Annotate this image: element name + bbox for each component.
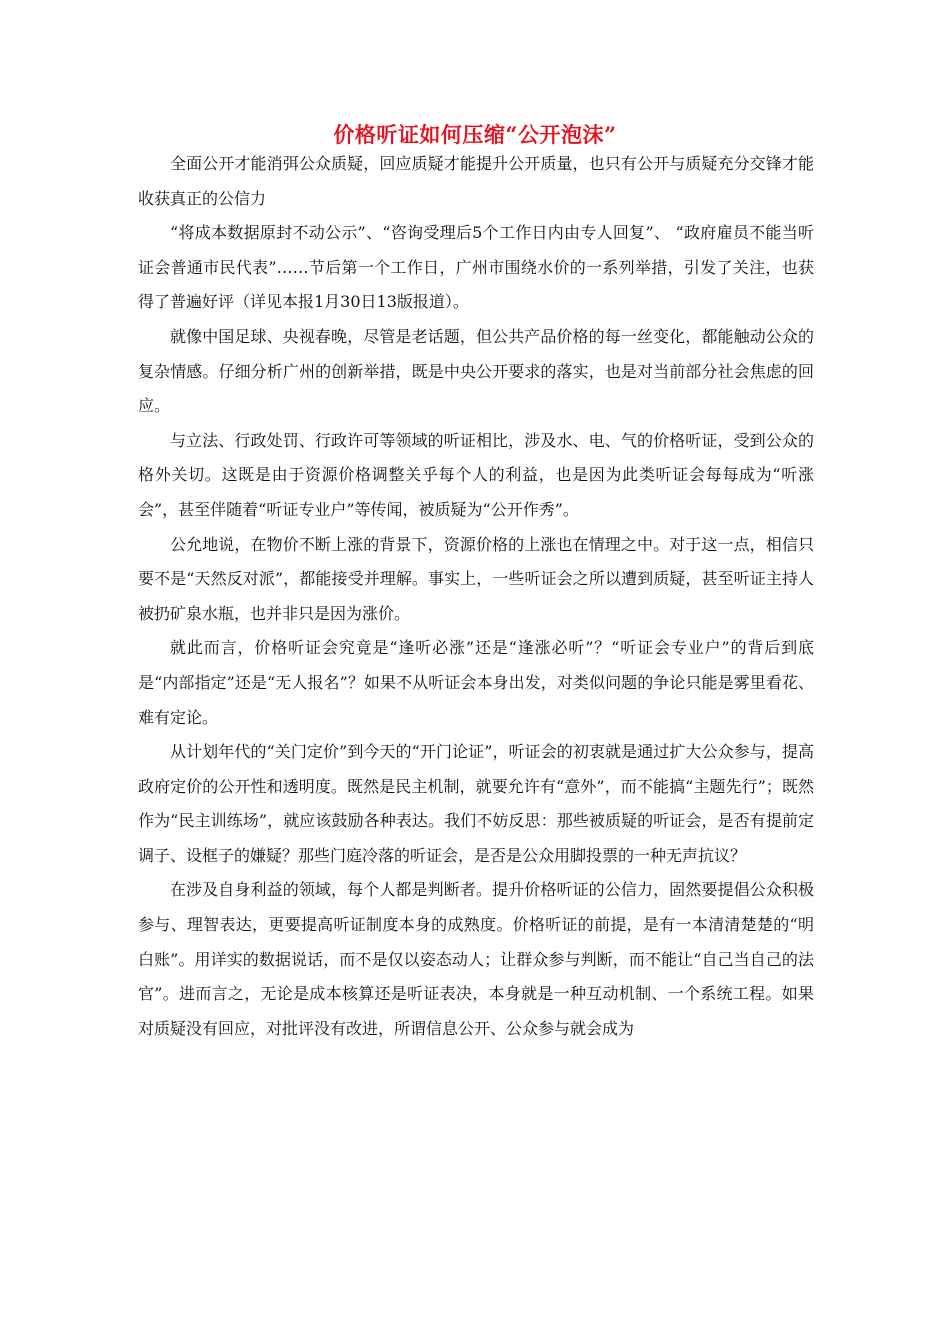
paragraph: “将成本数据原封不动公示”、“咨询受理后5个工作日内由专人回复”、 “政府雇员不能当听证会普通市民代表”……节后第一个工作日，广州市围绕水价的一系列举措，引发了关注，也获得了普遍好评（详见本报1月30日13版报道）。 bbox=[138, 223, 814, 312]
paragraph: 从计划年代的“关门定价”到今天的“开门论证”，听证会的初衷就是通过扩大公众参与，提高政府定价的公开性和透明度。既然是民主机制，就要允许有“意外”，而不能搞“主题先行”；既然作为“民主训练场”，就应该鼓励各种表达。我们不妨反思：那些被质疑的听证会，是否有提前定调子、设框子的嫌疑？那些门庭冷落的听证会，是否是公众用脚投票的一种无声抗议？ bbox=[138, 742, 814, 865]
paragraph: 在涉及自身利益的领域，每个人都是判断者。提升价格听证的公信力，固然要提倡公众积极参与、理智表达，更要提高听证制度本身的成熟度。价格听证的前提，是有一本清清楚楚的“明白账”。用详实的数据说话，而不是仅以姿态动人；让群众参与判断，而不能让“自己当自己的法官”。进而言之，无论是成本核算还是听证表决，本身就是一种互动机制、一个系统工程。如果对质疑没有回应，对批评没有改进，所谓信息公开、公众参与就会成为 bbox=[138, 880, 814, 1038]
paragraph: 与立法、行政处罚、行政许可等领域的听证相比，涉及水、电、气的价格听证，受到公众的格外关切。这既是由于资源价格调整关乎每个人的利益，也是因为此类听证会每每成为“听涨会”，甚至伴随着“听证专业户”等传闻，被质疑为“公开作秀”。 bbox=[138, 430, 814, 519]
paragraph: 就此而言，价格听证会究竟是“逢听必涨”还是“逢涨必听”？“听证会专业户”的背后到底是“内部指定”还是“无人报名”？如果不从听证会本身出发，对类似问题的争论只能是雾里看花、难有定论。 bbox=[138, 638, 814, 727]
paragraph: 全面公开才能消弭公众质疑，回应质疑才能提升公开质量，也只有公开与质疑充分交锋才能收获真正的公信力 bbox=[138, 154, 814, 208]
article-title: 价格听证如何压缩“公开泡沫” bbox=[333, 122, 617, 147]
article-body bbox=[138, 147, 814, 1046]
paragraph: 就像中国足球、央视春晚，尽管是老话题，但公共产品价格的每一丝变化，都能触动公众的复杂情感。仔细分析广州的创新举措，既是中央公开要求的落实，也是对当前部分社会焦虑的回应。 bbox=[138, 326, 814, 416]
paragraph: 公允地说，在物价不断上涨的背景下，资源价格的上涨也在情理之中。对于这一点，相信只要不是“天然反对派”，都能接受并理解。事实上，一些听证会之所以遭到质疑，甚至听证主持人被扔矿泉水瓶，也并非只是因为涨价。 bbox=[138, 534, 814, 623]
